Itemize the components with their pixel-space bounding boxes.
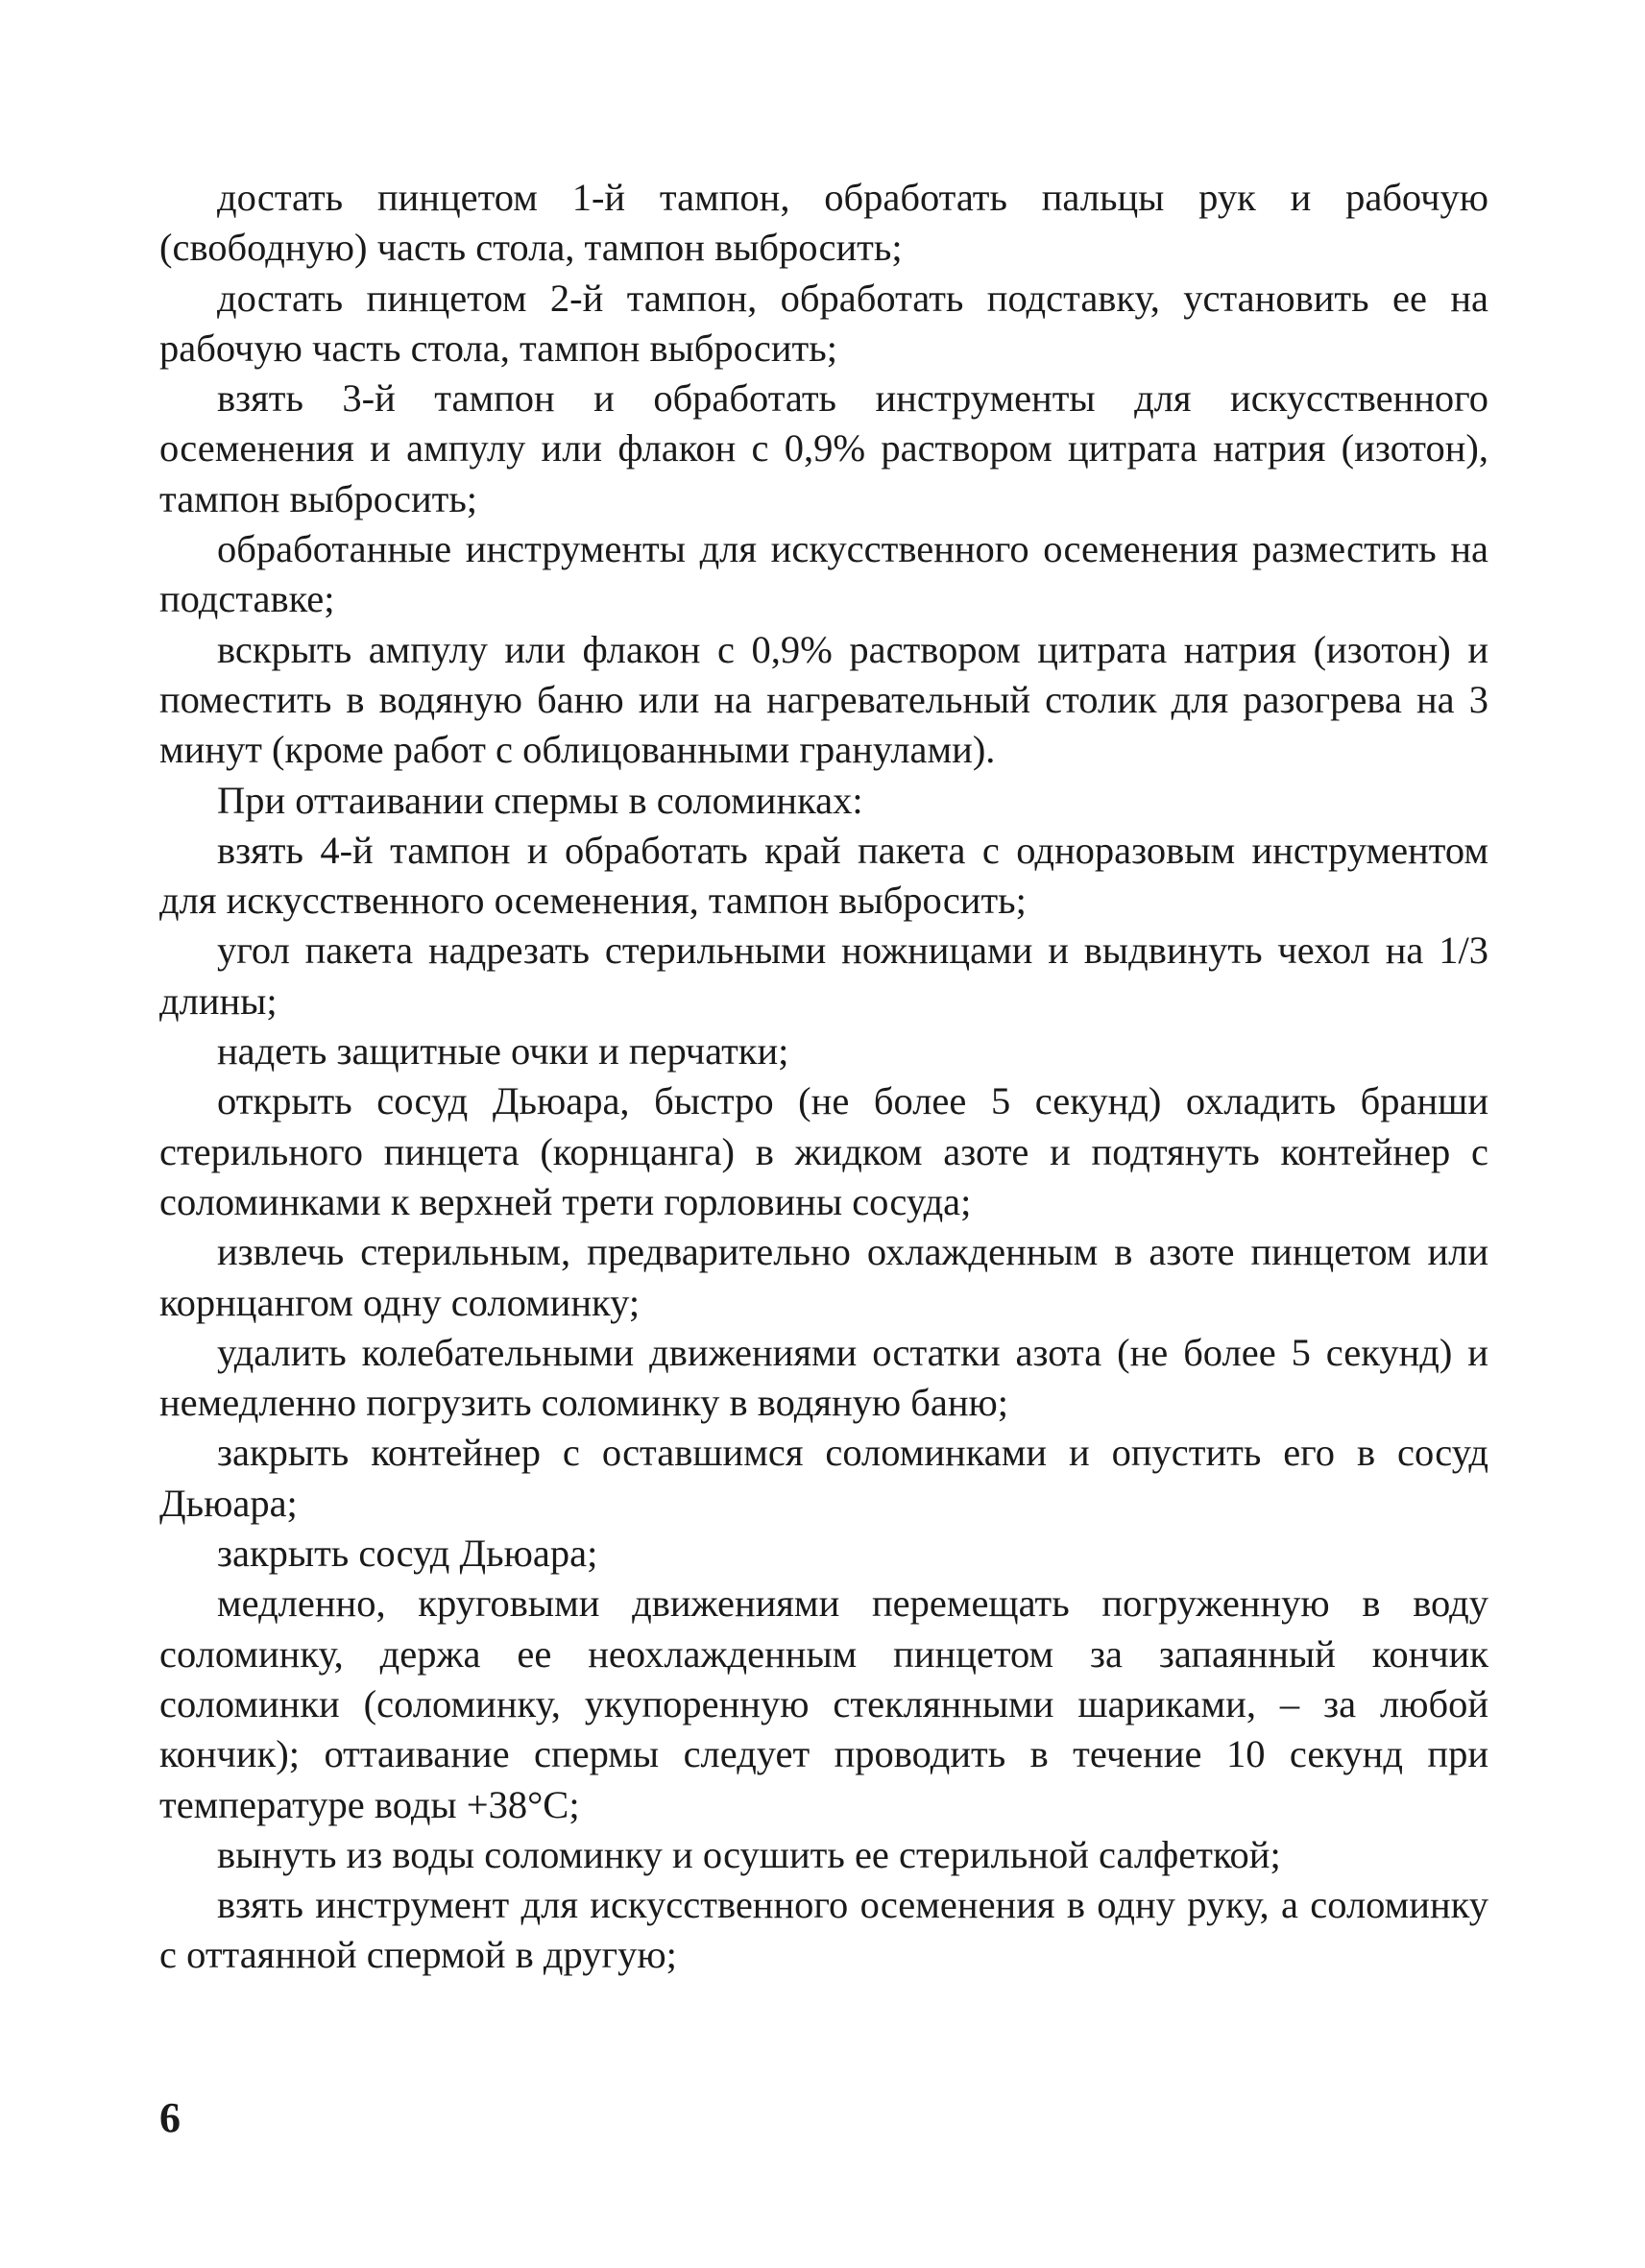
paragraph-13: закрыть контейнер с оставшимся соломинками и опустить его в сосуд Дьюара;	[159, 1431, 1488, 1525]
paragraph-7: взять 4-й тампон и обработать край пакета с одноразовым инструментом для искусственного осеменения, тампон выбросить;	[159, 828, 1488, 923]
page-body	[159, 173, 1488, 1981]
page-number: 6	[159, 2094, 181, 2141]
paragraph-14: закрыть сосуд Дьюара;	[217, 1532, 598, 1576]
paragraph-2: достать пинцетом 2-й тампон, обработать подставку, установить ее на рабочую часть стола, тампон выбросить;	[159, 276, 1488, 370]
paragraph-15: медленно, круговыми движениями перемещать погруженную в воду соломинку, держа ее неохлажденным пинцетом за запаянный кончик соломинки (соломинку, укупоренную стеклянными шариками, – за любой кончик); оттаивание спермы следует проводить в течение 10 секунд при температуре воды +38°С;	[159, 1581, 1488, 1826]
paragraph-12: удалить колебательными движениями остатки азота (не более 5 секунд) и немедленно погрузить соломинку в водяную баню;	[159, 1330, 1488, 1425]
paragraph-16: вынуть из воды соломинку и осушить ее стерильной салфеткой;	[217, 1832, 1281, 1876]
paragraph-1: достать пинцетом 1-й тампон, обработать пальцы рук и рабочую (свободную) часть стола, тампон выбросить;	[159, 176, 1488, 270]
paragraph-11: извлечь стерильным, предварительно охлажденным в азоте пинцетом или корнцангом одну соломинку;	[159, 1230, 1488, 1324]
paragraph-4: обработанные инструменты для искусственного осеменения разместить на подставке;	[159, 527, 1488, 621]
paragraph-6: При оттаивании спермы в соломинках:	[217, 778, 863, 822]
paragraph-10: открыть сосуд Дьюара, быстро (не более 5 секунд) охладить бранши стерильного пинцета (корнцанга) в жидком азоте и подтянуть контейнер с соломинками к верхней трети горловины сосуда;	[159, 1079, 1488, 1223]
paragraph-9: надеть защитные очки и перчатки;	[217, 1029, 789, 1074]
paragraph-17: взять инструмент для искусственного осеменения в одну руку, а соломинку с оттаянной спермой в другую;	[159, 1883, 1488, 1977]
paragraph-5: вскрыть ампулу или флакон с 0,9% раствором цитрата натрия (изотон) и поместить в водяную баню или на нагревательный столик для разогрева на 3 минут (кроме работ с облицованными гранулами).	[159, 627, 1488, 772]
paragraph-8: угол пакета надрезать стерильными ножницами и выдвинуть чехол на 1/3 длины;	[159, 929, 1488, 1023]
paragraph-3: взять 3-й тампон и обработать инструменты для искусственного осеменения и ампулу или флакон с 0,9% раствором цитрата натрия (изотон), тампон выбросить;	[159, 376, 1488, 520]
